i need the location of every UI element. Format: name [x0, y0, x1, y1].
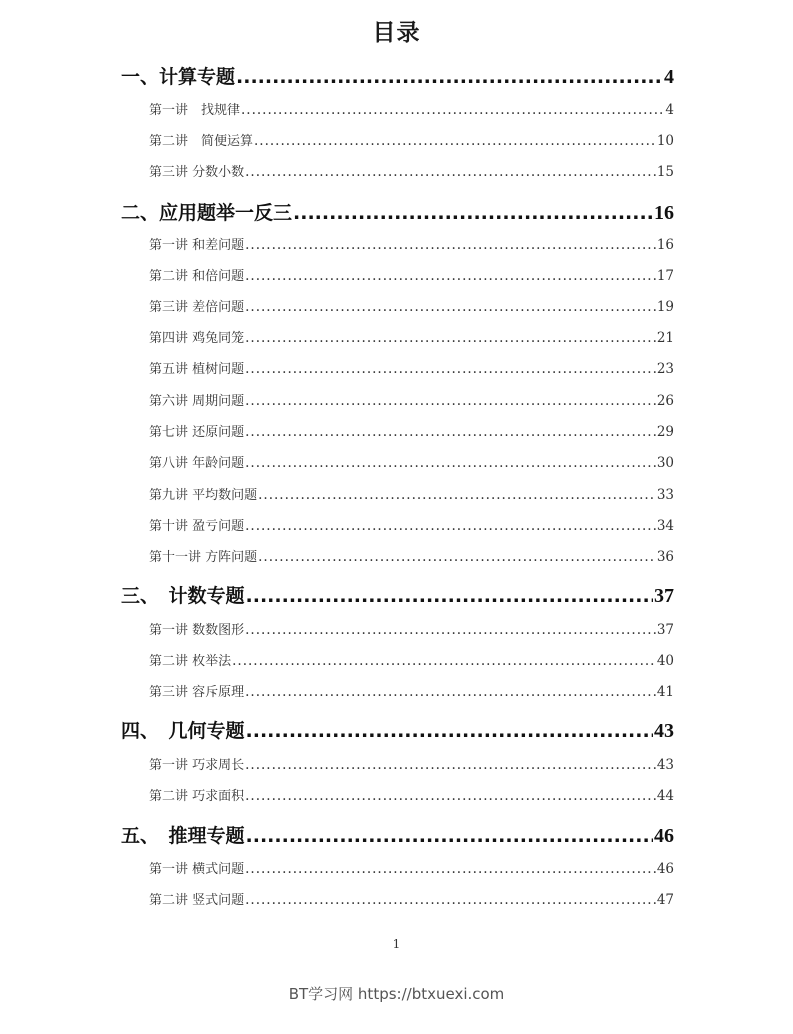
section-title: 五、 推理专题: [121, 825, 245, 847]
lecture-title: 第九讲 平均数问题: [149, 488, 258, 503]
lecture-title: 第三讲 容斥原理: [149, 685, 245, 700]
lecture-page-number: 30: [656, 455, 674, 471]
dot-leader: [245, 299, 656, 315]
lecture-page-number: 29: [656, 424, 674, 440]
lecture-page-number: 43: [656, 757, 674, 773]
lecture-title: 第一讲 巧求周长: [149, 758, 245, 773]
lecture-title: 第六讲 周期问题: [149, 394, 245, 409]
dot-leader: [245, 361, 656, 377]
toc-lecture-entry[interactable]: [149, 234, 674, 253]
toc-lecture-entry[interactable]: [149, 327, 674, 346]
lecture-title: 第四讲 鸡兔同笼: [149, 331, 245, 346]
toc-lecture-entry[interactable]: [149, 161, 674, 180]
dot-leader: [245, 622, 656, 638]
lecture-title: 第十一讲 方阵问题: [149, 550, 258, 565]
dot-leader: [245, 164, 656, 180]
dot-leader: [245, 892, 656, 908]
dot-leader: [258, 549, 656, 565]
toc-lecture-entry[interactable]: [149, 650, 674, 669]
lecture-page-number: 16: [656, 237, 674, 253]
lecture-page-number: 21: [656, 330, 674, 346]
toc-lecture-entry[interactable]: [149, 99, 674, 118]
toc-lecture-entry[interactable]: [149, 358, 674, 377]
lecture-title: 第一讲 找规律: [149, 103, 241, 118]
dot-leader: [241, 102, 664, 118]
lecture-page-number: 36: [656, 549, 674, 565]
lecture-page-number: 26: [656, 393, 674, 409]
dot-leader: [245, 757, 656, 773]
lecture-page-number: 15: [656, 164, 674, 180]
dot-leader: [246, 825, 653, 847]
toc-lecture-entry[interactable]: [149, 785, 674, 804]
toc-lecture-entry[interactable]: [149, 889, 674, 908]
dot-leader: [246, 585, 653, 607]
lecture-page-number: 33: [656, 487, 674, 503]
dot-leader: [245, 455, 656, 471]
page-number: 1: [392, 937, 401, 951]
lecture-title: 第二讲 和倍问题: [149, 269, 245, 284]
dot-leader: [293, 202, 653, 224]
section-page-number: 37: [654, 585, 674, 607]
lecture-title: 第二讲 竖式问题: [149, 893, 245, 908]
lecture-page-number: 47: [656, 892, 674, 908]
dot-leader: [245, 518, 656, 534]
lecture-page-number: 4: [665, 102, 674, 118]
dot-leader: [245, 424, 656, 440]
toc-lecture-entry[interactable]: [149, 421, 674, 440]
watermark-footer: BT学习网 https://btxuexi.com: [288, 985, 505, 1003]
toc-section-entry[interactable]: [121, 581, 674, 608]
lecture-page-number: 44: [656, 788, 674, 804]
dot-leader: [232, 653, 656, 669]
section-page-number: 16: [654, 202, 674, 224]
dot-leader: [245, 684, 656, 700]
toc-lecture-entry[interactable]: [149, 681, 674, 700]
toc-section-entry[interactable]: [121, 198, 674, 225]
lecture-page-number: 37: [656, 622, 674, 638]
dot-leader: [254, 133, 656, 149]
lecture-title: 第三讲 差倍问题: [149, 300, 245, 315]
lecture-title: 第二讲 简便运算: [149, 134, 254, 149]
toc-lecture-entry[interactable]: [149, 390, 674, 409]
dot-leader: [245, 268, 656, 284]
lecture-title: 第二讲 枚举法: [149, 654, 232, 669]
lecture-page-number: 17: [656, 268, 674, 284]
dot-leader: [245, 393, 656, 409]
lecture-page-number: 19: [656, 299, 674, 315]
toc-lecture-entry[interactable]: [149, 265, 674, 284]
lecture-page-number: 10: [656, 133, 674, 149]
lecture-page-number: 46: [656, 861, 674, 877]
section-title: 一、计算专题: [121, 66, 236, 88]
lecture-title: 第七讲 还原问题: [149, 425, 245, 440]
toc-section-entry[interactable]: [121, 716, 674, 743]
dot-leader: [245, 330, 656, 346]
toc-lecture-entry[interactable]: [149, 515, 674, 534]
toc-section-entry[interactable]: [121, 821, 674, 848]
toc-lecture-entry[interactable]: [149, 452, 674, 471]
lecture-title: 第一讲 数数图形: [149, 623, 245, 638]
lecture-title: 第五讲 植树问题: [149, 362, 245, 377]
toc-section-entry[interactable]: [121, 62, 674, 89]
section-title: 四、 几何专题: [121, 720, 245, 742]
toc-lecture-entry[interactable]: [149, 484, 674, 503]
section-page-number: 4: [664, 66, 674, 88]
dot-leader: [246, 720, 653, 742]
section-page-number: 43: [654, 720, 674, 742]
dot-leader: [245, 788, 656, 804]
lecture-title: 第三讲 分数小数: [149, 165, 245, 180]
page-title: 目录: [372, 20, 421, 46]
lecture-title: 第一讲 和差问题: [149, 238, 245, 253]
toc-lecture-entry[interactable]: [149, 296, 674, 315]
lecture-page-number: 23: [656, 361, 674, 377]
dot-leader: [245, 861, 656, 877]
lecture-title: 第二讲 巧求面积: [149, 789, 245, 804]
lecture-page-number: 34: [656, 518, 674, 534]
lecture-page-number: 40: [656, 653, 674, 669]
lecture-title: 第一讲 横式问题: [149, 862, 245, 877]
lecture-title: 第十讲 盈亏问题: [149, 519, 245, 534]
dot-leader: [245, 237, 656, 253]
toc-lecture-entry[interactable]: [149, 754, 674, 773]
toc-lecture-entry[interactable]: [149, 546, 674, 565]
lecture-title: 第八讲 年龄问题: [149, 456, 245, 471]
toc-lecture-entry[interactable]: [149, 858, 674, 877]
dot-leader: [258, 487, 656, 503]
toc-lecture-entry[interactable]: [149, 619, 674, 638]
section-page-number: 46: [654, 825, 674, 847]
section-title: 三、 计数专题: [121, 585, 245, 607]
lecture-page-number: 41: [656, 684, 674, 700]
toc-lecture-entry[interactable]: [149, 130, 674, 149]
dot-leader: [236, 66, 663, 88]
section-title: 二、应用题举一反三: [121, 202, 293, 224]
